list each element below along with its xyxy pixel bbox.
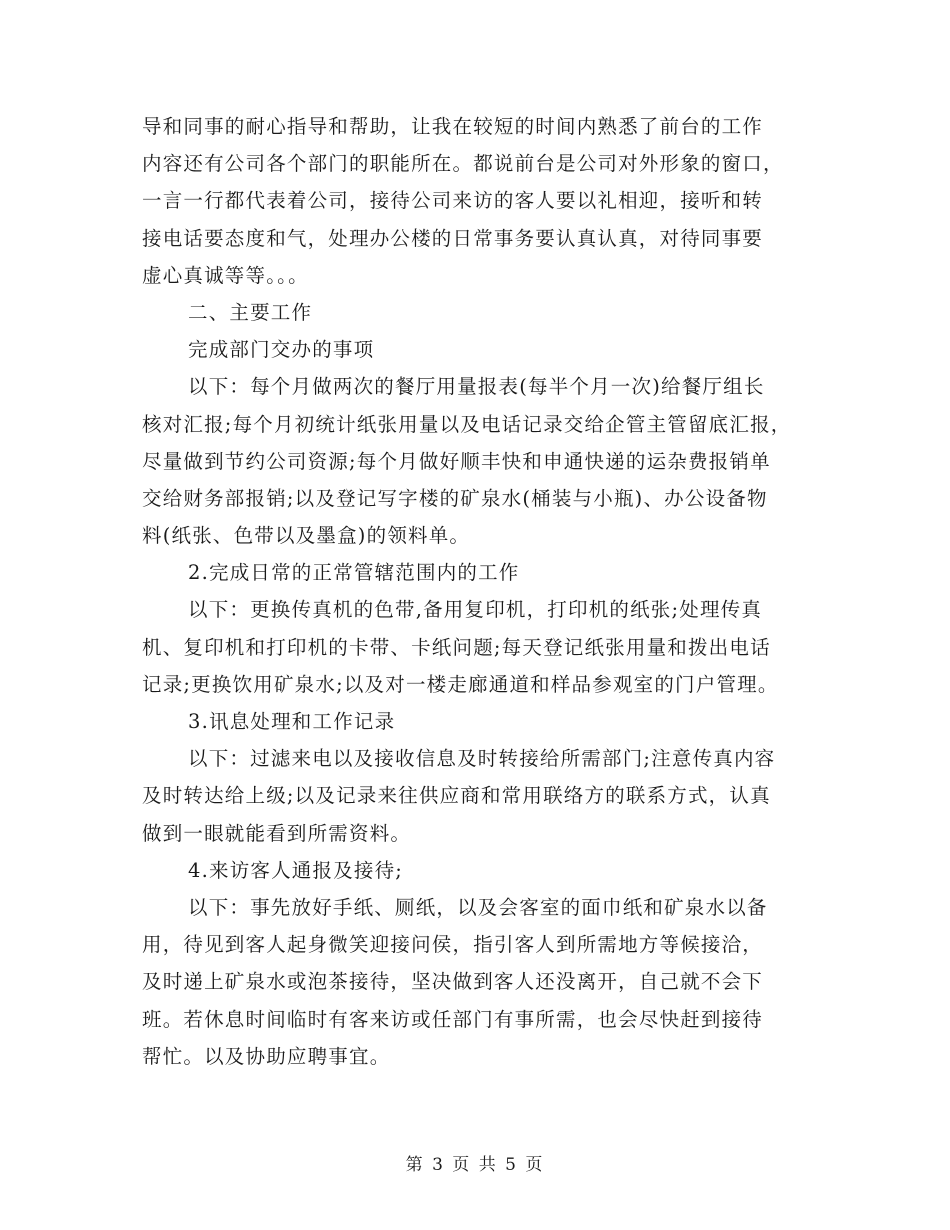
text-line: 尽量做到节约公司资源;每个月做好顺丰快和申通快递的运杂费报销单: [142, 449, 771, 473]
text-line: 导和同事的耐心指导和帮助，让我在较短的时间内熟悉了前台的工作: [142, 115, 764, 138]
text-line: 内容还有公司各个部门的职能所在。都说前台是公司对外形象的窗口，: [142, 152, 784, 176]
text-line: 以下：更换传真机的色带,备用复印机，打印机的纸张;处理传真: [188, 598, 763, 622]
text-line: 以下：每个月做两次的餐厅用量报表(每半个月一次)给餐厅组长: [188, 375, 765, 399]
text-line: 及时转达给上级;以及记录来往供应商和常用联络方的联系方式，认真: [142, 784, 771, 808]
text-line: 用，待见到客人起身微笑迎接问侯，指引客人到所需地方等候接洽，: [142, 933, 764, 957]
text-line: 做到一眼就能看到所需资料。: [142, 821, 412, 845]
text-line: 料(纸张、色带以及墨盒)的领料单。: [142, 524, 471, 548]
text-line: 及时递上矿泉水或泡茶接待，坚决做到客人还没离开，自己就不会下: [142, 970, 764, 994]
text-line: 虚心真诚等等。。。: [142, 263, 309, 287]
text-line: 以下：过滤来电以及接收信息及时转接给所需部门;注意传真内容: [188, 747, 776, 771]
text-line: 班。若休息时间临时有客来访或任部门有事所需，也会尽快赶到接待: [142, 1007, 764, 1031]
text-line: 二、主要工作: [188, 300, 313, 324]
text-line: 3.讯息处理和工作记录: [188, 710, 396, 733]
text-line: 完成部门交办的事项: [188, 338, 375, 362]
text-line: 4.来访客人通报及接待;: [188, 858, 404, 882]
text-line: 以下：事先放好手纸、厕纸，以及会客室的面巾纸和矿泉水以备: [188, 895, 768, 919]
text-line: 接电话要态度和气，处理办公楼的日常事务要认真认真，对待同事要: [142, 226, 764, 250]
document-body: [142, 108, 814, 1075]
text-line: 2.完成日常的正常管辖范围内的工作: [188, 561, 520, 585]
text-line: 交给财务部报销;以及登记写字楼的矿泉水(桶装与小瓶)、办公设备物: [142, 486, 768, 510]
text-line: 核对汇报;每个月初统计纸张用量以及电话记录交给企管主管留底汇报，: [142, 412, 792, 436]
text-line: 机、复印机和打印机的卡带、卡纸问题;每天登记纸张用量和拨出电话: [142, 635, 771, 659]
page-footer: 第 3 页 共 5 页: [405, 1155, 545, 1175]
text-line: 记录;更换饮用矿泉水;以及对一楼走廊通道和样品参观室的门户管理。: [142, 672, 779, 696]
text-line: 一言一行都代表着公司，接待公司来访的客人要以礼相迎，接听和转: [142, 189, 764, 213]
text-line: 帮忙。以及协助应聘事宜。: [142, 1044, 391, 1068]
